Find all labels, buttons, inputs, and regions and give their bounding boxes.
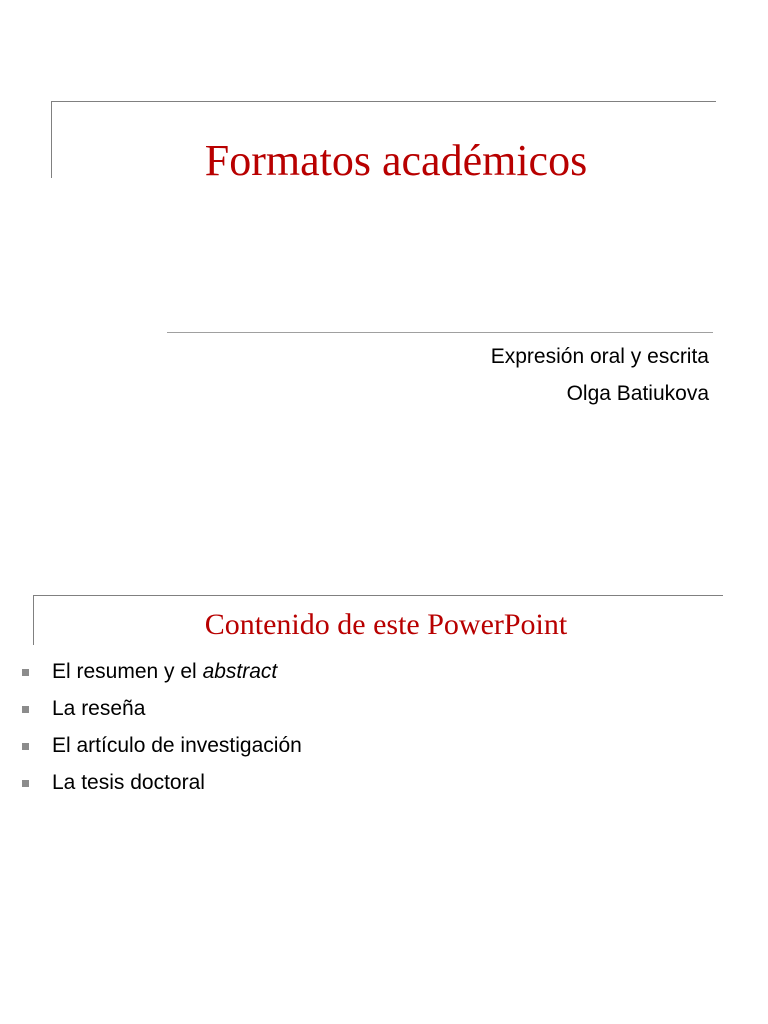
list-item: [0, 690, 760, 727]
list-item: [0, 727, 760, 764]
subtitle-divider: [167, 332, 713, 333]
list-item-emphasis: abstract: [202, 660, 278, 683]
square-bullet-icon: [22, 669, 29, 676]
course-name: Expresión oral y escrita: [490, 345, 709, 368]
subtitle-block: [309, 338, 709, 412]
presentation-title: Formatos académicos: [204, 136, 588, 185]
list-item-text: El resumen y el: [52, 660, 203, 683]
author-name: Olga Batiukova: [566, 382, 709, 405]
square-bullet-icon: [22, 780, 29, 787]
list-item: [0, 764, 760, 801]
square-bullet-icon: [22, 706, 29, 713]
contents-slide: [0, 512, 768, 1024]
list-item-text: El artículo de investigación: [52, 734, 302, 757]
list-item: [0, 653, 760, 690]
contents-list: [0, 653, 760, 801]
contents-frame-top-line: [33, 595, 723, 596]
contents-title: Contenido de este PowerPoint: [204, 608, 568, 641]
title-frame-top-line: [51, 101, 716, 102]
list-item-text: La reseña: [52, 697, 146, 720]
square-bullet-icon: [22, 743, 29, 750]
list-item-text: La tesis doctoral: [52, 771, 205, 794]
